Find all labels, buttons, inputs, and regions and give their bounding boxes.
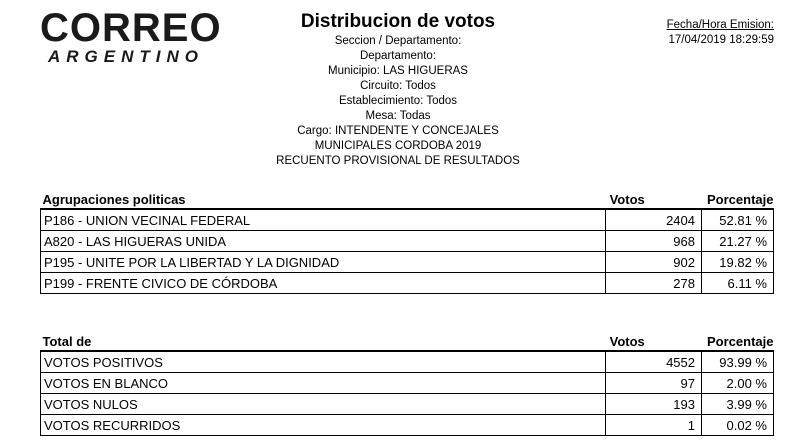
table-row xyxy=(41,209,774,231)
total-name: VOTOS RECURRIDOS xyxy=(41,415,606,436)
party-votes: 2404 xyxy=(606,209,702,231)
header-cargo: Cargo: INTENDENTE Y CONCEJALES xyxy=(297,125,499,137)
total-percentage: 3.99 % xyxy=(702,394,774,415)
table-header-row xyxy=(41,332,774,351)
header-seccion: Seccion / Departamento: xyxy=(334,35,462,47)
total-name: VOTOS EN BLANCO xyxy=(41,373,606,394)
party-results-table xyxy=(40,190,774,294)
header-mesa: Mesa: Todas xyxy=(365,110,431,122)
header-votos: Votos xyxy=(606,332,702,351)
total-votes: 97 xyxy=(606,373,702,394)
logo-main-text: CORREO xyxy=(40,6,222,50)
header-establecimiento: Establecimiento: Todos xyxy=(338,95,458,107)
party-votes: 902 xyxy=(606,252,702,273)
party-name: P199 - FRENTE CIVICO DE CÓRDOBA xyxy=(41,273,606,294)
party-name: P195 - UNITE POR LA LIBERTAD Y LA DIGNIDAD xyxy=(41,252,606,273)
table-row xyxy=(41,394,774,415)
header-votos: Votos xyxy=(606,190,702,209)
total-percentage: 0.02 % xyxy=(702,415,774,436)
table-row xyxy=(41,273,774,294)
total-percentage: 93.99 % xyxy=(702,351,774,373)
logo-sub-text: ARGENTINO xyxy=(48,47,204,66)
header-porcentaje: Porcentaje xyxy=(701,190,773,209)
report-header xyxy=(248,11,548,169)
header-total-de: Total de xyxy=(41,332,606,351)
party-percentage: 19.82 % xyxy=(701,252,773,273)
header-municipio: Municipio: LAS HIGUERAS xyxy=(328,65,468,77)
header-eleccion: MUNICIPALES CORDOBA 2019 xyxy=(314,140,482,152)
party-votes: 278 xyxy=(606,273,702,294)
total-name: VOTOS NULOS xyxy=(41,394,606,415)
table-row xyxy=(41,415,774,436)
table-row xyxy=(41,252,774,273)
header-agrupaciones: Agrupaciones politicas xyxy=(41,190,606,209)
party-name: P186 - UNION VECINAL FEDERAL xyxy=(41,209,606,231)
table-row xyxy=(41,351,774,373)
party-name: A820 - LAS HIGUERAS UNIDA xyxy=(41,231,606,252)
header-departamento: Departamento: xyxy=(359,50,437,62)
party-percentage: 52.81 % xyxy=(701,209,773,231)
emission-info xyxy=(667,18,774,48)
totals-table xyxy=(40,332,774,436)
total-percentage: 2.00 % xyxy=(702,373,774,394)
table-header-row xyxy=(41,190,774,209)
party-percentage: 21.27 % xyxy=(701,231,773,252)
correo-argentino-logo xyxy=(40,8,230,68)
emission-label: Fecha/Hora Emision: xyxy=(666,19,774,31)
total-name: VOTOS POSITIVOS xyxy=(41,351,606,373)
party-votes: 968 xyxy=(606,231,702,252)
header-recuento: RECUENTO PROVISIONAL DE RESULTADOS xyxy=(276,155,520,167)
header-circuito: Circuito: Todos xyxy=(360,80,436,92)
party-percentage: 6.11 % xyxy=(701,273,773,294)
header-porcentaje: Porcentaje xyxy=(702,332,774,351)
total-votes: 4552 xyxy=(606,351,702,373)
total-votes: 193 xyxy=(606,394,702,415)
total-votes: 1 xyxy=(606,415,702,436)
table-row xyxy=(41,231,774,252)
report-title: Distribucion de votos xyxy=(300,11,496,32)
emission-datetime: 17/04/2019 18:29:59 xyxy=(668,34,774,46)
table-row xyxy=(41,373,774,394)
